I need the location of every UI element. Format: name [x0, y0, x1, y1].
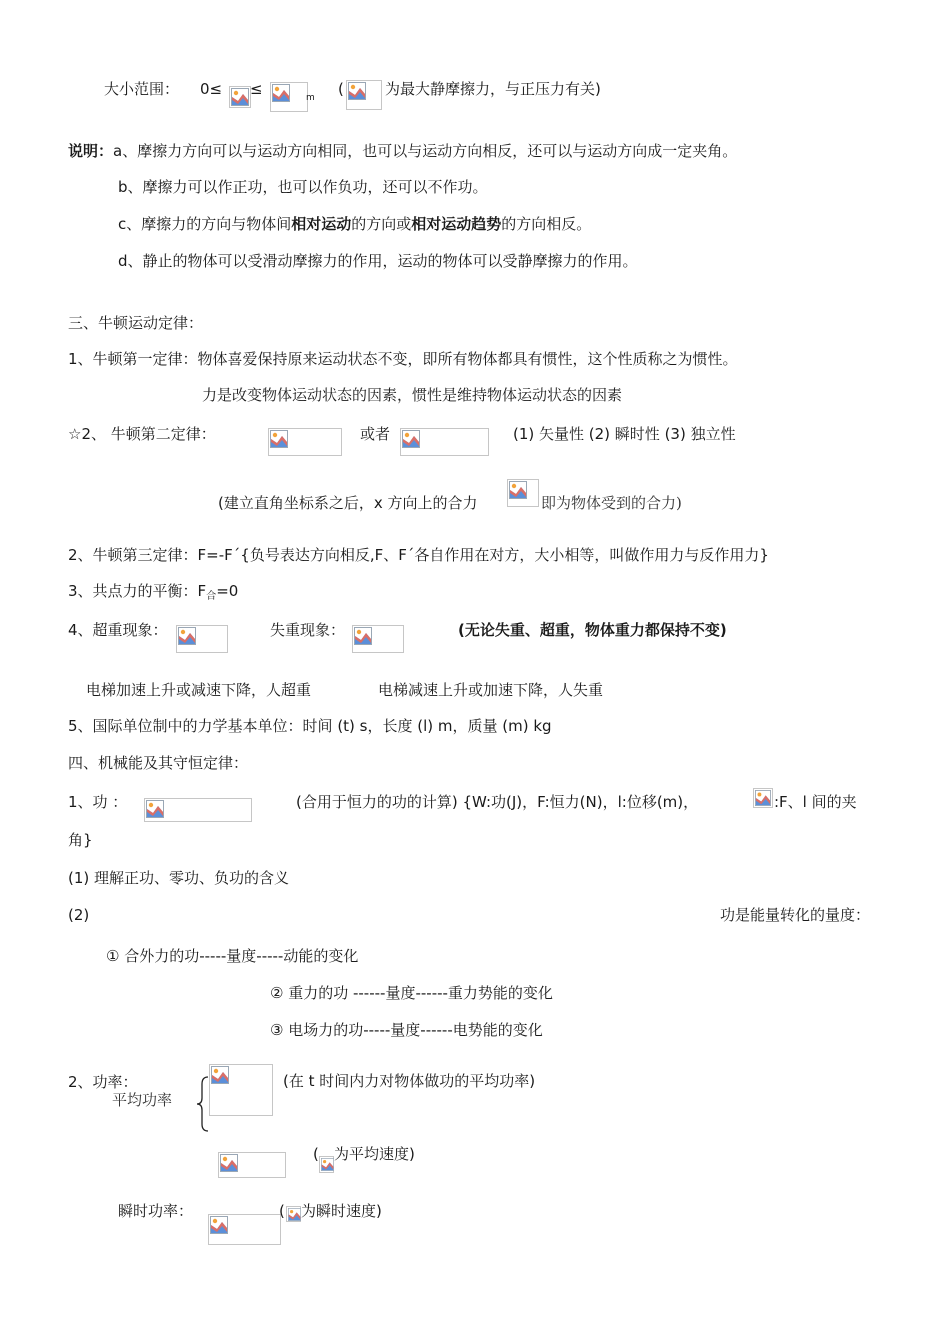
weight-note: (无论失重、超重，物体重力都保持不变)	[458, 621, 727, 639]
broken-image-icon	[348, 82, 366, 100]
average-velocity-note: 为平均速度)	[334, 1145, 415, 1163]
conversion-1: ① 合外力的功-----量度-----动能的变化	[106, 947, 359, 965]
broken-image-icon	[354, 627, 372, 645]
newton-coord-post: 即为物体受到的合力)	[541, 494, 682, 512]
point-2-right: 功是能量转化的量度：	[720, 906, 871, 924]
formula-image-overweight	[176, 625, 228, 653]
point-2: (2)	[68, 906, 90, 924]
broken-image-icon	[270, 430, 288, 448]
broken-image-icon	[321, 1158, 334, 1171]
formula-image-work	[144, 798, 252, 822]
broken-image-icon	[272, 84, 290, 102]
work-desc-end: :F、l 间的夹	[774, 793, 857, 811]
balance-line: 3、共点力的平衡：$F_合=0$	[68, 582, 239, 602]
range-note: 为最大静摩擦力，与正压力有关)	[385, 80, 601, 98]
work-desc-wrap: 角}	[68, 831, 93, 849]
formula-image-fx	[507, 479, 539, 507]
formula-image-average-power	[209, 1064, 273, 1116]
instant-power-label: 瞬时功率：	[118, 1202, 194, 1220]
note-c-bold-motion-trend: 相对运动趋势	[411, 215, 502, 233]
power-label: 2、功率：	[68, 1073, 138, 1091]
elevator-underweight: 电梯减速上升或加速下降，人失重	[378, 681, 604, 699]
note-c: c、摩擦力的方向与物体间相对运动的方向或相对运动趋势的方向相反。	[118, 215, 592, 233]
newton-coord-pre: (建立直角坐标系之后，x 方向上的合力	[218, 494, 478, 512]
si-units: 5、国际单位制中的力学基本单位：时间 (t) s，长度 (l) m，质量 (m) kg	[68, 717, 552, 735]
range-label: 大小范围：	[104, 80, 180, 98]
broken-image-icon	[231, 88, 249, 106]
broken-image-icon	[178, 627, 196, 645]
broken-image-icon	[146, 800, 164, 818]
newton-first-law: 1、牛顿第一定律：物体喜爱保持原来运动状态不变，即所有物体都具有惯性，这个性质称之为惯性。	[68, 350, 738, 368]
underweight-label: 失重现象：	[270, 621, 346, 639]
work-desc: (合用于恒力的功的计算) {W:功(J)，F:恒力(N)，l:位移(m)，	[296, 793, 699, 811]
broken-image-icon	[220, 1154, 238, 1172]
broken-image-icon	[211, 1066, 229, 1084]
formula-image-v-bar	[319, 1156, 334, 1173]
newton-third-law: 2、牛顿第三定律：F=-F´{负号表达方向相反,F、F´各自作用在对方，大小相等，叫做作用力与反作用力}	[68, 546, 769, 564]
formula-image-fm	[346, 80, 382, 110]
range-paren: (	[338, 80, 344, 98]
range-m-sub: m	[306, 93, 315, 103]
work-label: 1、功 ：	[68, 793, 128, 811]
formula-image-instant-power	[208, 1214, 281, 1245]
conversion-3: ③ 电场力的功-----量度------电势能的变化	[270, 1021, 543, 1039]
broken-image-icon	[288, 1208, 301, 1221]
newton-or: 或者	[360, 425, 391, 443]
note-a: a、摩擦力方向可以与运动方向相同，也可以与运动方向相反，还可以与运动方向成一定夹角。	[113, 142, 738, 160]
average-velocity-paren: (	[313, 1145, 319, 1163]
formula-image-friction	[229, 86, 251, 108]
broken-image-icon	[755, 790, 771, 806]
average-power-note: (在 t 时间内力对物体做功的平均功率)	[283, 1072, 536, 1090]
formula-image-second-law-1	[268, 428, 342, 456]
instant-velocity-paren: (	[279, 1202, 285, 1220]
section-heading-newton: 三、牛顿运动定律：	[68, 314, 204, 332]
average-power-label: 平均功率	[112, 1091, 173, 1109]
range-zero-le: 0≤	[200, 80, 223, 98]
conversion-2: ② 重力的功 ------量度------重力势能的变化	[270, 984, 553, 1002]
broken-image-icon	[509, 481, 527, 499]
newton-second-props: (1) 矢量性 (2) 瞬时性 (3) 独立性	[513, 425, 736, 443]
elevator-overweight: 电梯加速上升或减速下降，人超重	[86, 681, 312, 699]
formula-image-alpha	[753, 788, 773, 808]
formula-image-underweight	[352, 625, 404, 653]
brace-icon	[196, 1076, 210, 1132]
range-le: ≤	[250, 80, 263, 98]
note-b: b、摩擦力可以作正功，也可以作负功，还可以不作功。	[118, 178, 488, 196]
newton-first-law-sub: 力是改变物体运动状态的因素，惯性是维持物体运动状态的因素	[202, 386, 623, 404]
newton-second-label: ☆2、 牛顿第二定律：	[68, 425, 216, 443]
note-d: d、静止的物体可以受滑动摩擦力的作用，运动的物体可以受静摩擦力的作用。	[118, 252, 638, 270]
notes-heading: 说明：	[68, 142, 114, 160]
formula-image-second-law-2	[400, 428, 489, 456]
overweight-label: 4、超重现象：	[68, 621, 168, 639]
balance-sub-he: 合	[206, 591, 217, 602]
formula-image-v	[286, 1206, 301, 1222]
broken-image-icon	[210, 1216, 228, 1234]
formula-image-max-friction	[270, 82, 308, 112]
note-c-bold-relative-motion: 相对运动	[291, 215, 352, 233]
section-heading-energy: 四、机械能及其守恒定律：	[68, 754, 249, 772]
instant-velocity-note: 为瞬时速度)	[301, 1202, 382, 1220]
formula-image-average-power-velocity	[218, 1152, 286, 1178]
point-1: (1) 理解正功、零功、负功的含义	[68, 869, 290, 887]
broken-image-icon	[402, 430, 420, 448]
